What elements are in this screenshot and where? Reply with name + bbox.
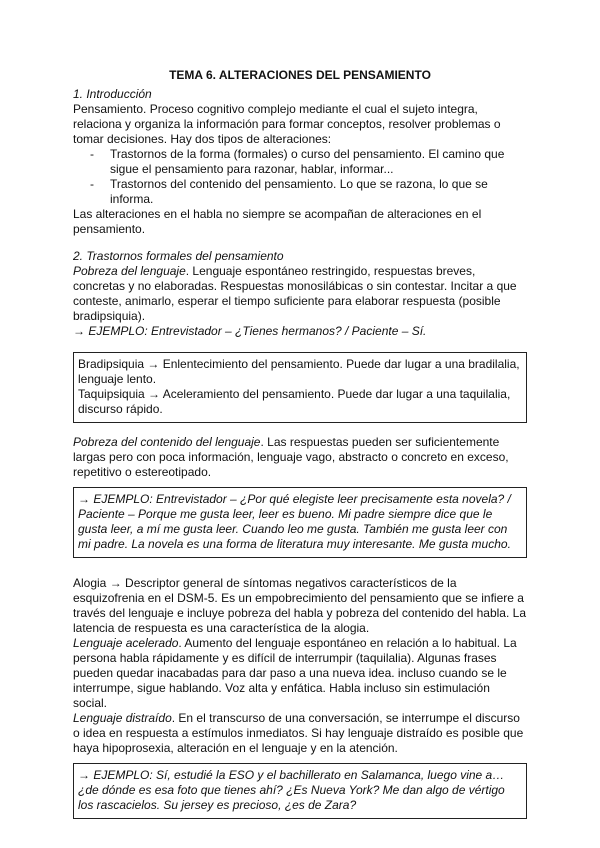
example-box-lenguaje-distraido: → EJEMPLO: Sí, estudié la ESO y el bachillerato en Salamanca, luego vine a… ¿de dónde es esa foto que tienes ahí? ¿Es Nueva York? Me dan algo de vértigo los rascacielos. Su jersey es precioso, ¿es de Zara? <box>73 763 527 819</box>
paragraph-lenguaje-acelerado <box>73 636 527 711</box>
text-pobreza-contenido: . Las respuestas pueden ser suficientemente largas pero con poca información, lenguaje vago, abstracto o concreto en exceso, repetitivo o estereotipado. <box>73 435 509 479</box>
paragraph-pensamiento: Pensamiento. Proceso cognitivo complejo mediante el cual el sujeto integra, relaciona y organiza la información para formar conceptos, resolver problemas o tomar decisiones. Hay dos tipos de alteraciones: <box>73 102 501 146</box>
text-pobreza-lenguaje: . Lenguaje espontáneo restringido, respuestas breves, concretas y no elaboradas. Respuestas monosilábicas o sin contestar. Incitar a que conteste, animarlo, esperar el tiempo suficiente para elaborar respuesta (posible bradipsiquia). <box>73 264 517 323</box>
alteraciones-list <box>73 147 527 207</box>
section-heading-introduccion: 1. Introducción <box>73 87 152 101</box>
paragraph-pobreza-contenido <box>73 435 527 480</box>
definition-taquipsiquia: Taquipsiquia → Aceleramiento del pensamiento. Puede dar lugar a una taquilalia, discurso rápido. <box>78 387 511 416</box>
text-lenguaje-distraido: . En el transcurso de una conversación, se interrumpe el discurso o idea en respuesta a estímulos inmediatos. Si hay lenguaje distraído es posible que haya hipoprosexia, alteración en el lenguaje y en la atención. <box>73 711 524 755</box>
term-pobreza-lenguaje: Pobreza del lenguaje <box>73 264 186 278</box>
term-lenguaje-distraido: Lenguaje distraído <box>73 711 172 725</box>
list-item: - Trastornos de la forma (formales) o curso del pensamiento. El camino que sigue el pensamiento para razonar, hablar, informar... <box>90 147 527 177</box>
section-heading-trastornos-formales: 2. Trastornos formales del pensamiento <box>73 249 284 263</box>
paragraph-lenguaje-distraido <box>73 711 527 756</box>
definition-bradipsiquia: Bradipsiquia → Enlentecimiento del pensamiento. Puede dar lugar a una bradilalia, lenguaje lento. <box>78 357 520 386</box>
text-lenguaje-acelerado: . Aumento del lenguaje espontáneo en relación a lo habitual. La persona habla rápidamente y es difícil de interrumpir (taquilalia). Algunas frases pueden quedar inacabadas para dar paso a una nueva idea. incluso cuando se le interrumpe, sigue hablando. Voz alta y enfática. Habla incluso sin estimulación social. <box>73 636 517 710</box>
example-pobreza-lenguaje: → EJEMPLO: Entrevistador – ¿Tienes hermanos? / Paciente – Sí. <box>73 324 427 338</box>
example-box-pobreza-contenido: → EJEMPLO: Entrevistador – ¿Por qué elegiste leer precisamente esta novela? / Paciente – Porque me gusta leer, leer es bueno. Mi padre siempre dice que le gusta leer, a mí me gusta leer. Cuando leo me gusta. También me gusta leer con mi padre. La novela es una forma de literatura muy interesante. Me gusta mucho. <box>73 487 527 558</box>
definitions-box <box>73 352 527 423</box>
list-item: - Trastornos del contenido del pensamiento. Lo que se razona, lo que se informa. <box>90 177 527 207</box>
paragraph-pobreza-lenguaje <box>73 264 527 324</box>
page-title: TEMA 6. ALTERACIONES DEL PENSAMIENTO <box>169 68 431 82</box>
paragraph-alogia: Alogia → Descriptor general de síntomas negativos característicos de la esquizofrenia en el DSM-5. Es un empobrecimiento del pensamiento que se infiere a través del lenguaje e incluye pobreza del habla y pobreza del contenido del habla. La latencia de respuesta es una característica de la alogia. <box>73 576 526 635</box>
paragraph-alteraciones-habla: Las alteraciones en el habla no siempre se acompañan de alteraciones en el pensamiento. <box>73 207 482 236</box>
term-pobreza-contenido: Pobreza del contenido del lenguaje <box>73 435 261 449</box>
term-lenguaje-acelerado: Lenguaje acelerado <box>73 636 179 650</box>
document-page <box>73 68 527 819</box>
